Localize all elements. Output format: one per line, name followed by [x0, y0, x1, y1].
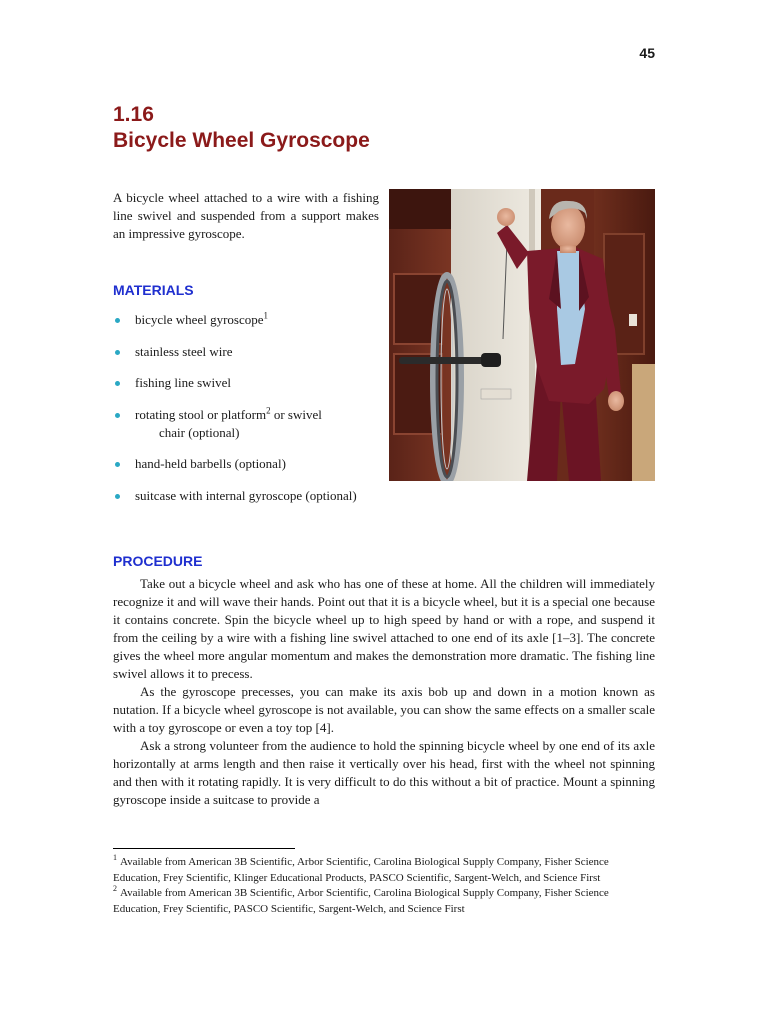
material-text-line [135, 406, 379, 424]
bullet-icon [115, 494, 120, 499]
footnote-divider [113, 848, 295, 849]
list-item [113, 455, 393, 473]
footnote-ref: 1 [263, 310, 269, 321]
material-text: fishing line swivel [135, 375, 232, 390]
material-text: stainless steel wire [135, 343, 233, 359]
footnote-text: Available from American 3B Scientific, Arbor Scientific, Carolina Biological Supply Company, Fisher Science Education, Frey Scientific, Klinger Educational Products, PASCO Scientific, Sargent-Welch, and Science First [113, 856, 609, 884]
list-item [113, 374, 393, 392]
material-text: or swivel [270, 406, 322, 422]
footnote [113, 886, 655, 917]
intro-paragraph: A bicycle wheel attached to a wire with a fishing line swivel and suspended from a support makes an impressive gyroscope. [113, 190, 379, 241]
page-number: 45 [639, 45, 655, 61]
footnotes [113, 855, 655, 917]
footnote-text: Available from American 3B Scientific, Arbor Scientific, Carolina Biological Supply Company, Fisher Science Education, Frey Scientific, PASCO Scientific, Sargent-Welch, and Science First [113, 887, 609, 915]
list-item [113, 343, 393, 361]
section-title: Bicycle Wheel Gyroscope [113, 129, 370, 152]
bullet-icon [115, 381, 120, 386]
footnote-ref: 2 [266, 405, 271, 416]
list-item [113, 487, 393, 505]
procedure-paragraph: As the gyroscope precesses, you can make its axis bob up and down in a motion known as nutation. If a bicycle wheel gyroscope is not available, you can show the same effects on a smaller scale with a toy gyroscope or even a toy top [4]. [113, 684, 655, 735]
demonstration-photo [389, 189, 655, 481]
list-item [113, 406, 393, 442]
material-text: hand-held barbells (optional) [135, 456, 286, 471]
bullet-icon [115, 318, 120, 323]
footnote-mark: 2 [113, 884, 117, 894]
section-number: 1.16 [113, 103, 154, 126]
procedure-paragraph: Ask a strong volunteer from the audience to hold the spinning bicycle wheel by one end of its axle horizontally at arms length and then raise it vertically over his head, first with the wheel not spinning and then with it rotating rapidly. It is very difficult to do this without a bit of practice. Mount a spinning gyroscope inside a suitcase to provide a [113, 738, 655, 807]
footnote [113, 855, 655, 886]
bullet-icon [115, 413, 120, 418]
bullet-icon [115, 462, 120, 467]
materials-list [113, 311, 393, 518]
procedure-paragraph: Take out a bicycle wheel and ask who has one of these at home. All the children will immediately recognize it and will wave their hands. Point out that it is a bicycle wheel, but it is a special one because it contains concrete. Spin the bicycle wheel up to high speed by hand or with a rope, and suspend it from the ceiling by a wire with a fishing line swivel attached to one end of its axle [1–3]. The concrete gives the wheel more angular momentum and makes the demonstration more dramatic. The fishing line swivel allows it to precess. [113, 576, 655, 681]
material-text: rotating stool or platform [135, 406, 267, 422]
procedure-heading: PROCEDURE [113, 553, 203, 569]
materials-heading: MATERIALS [113, 282, 194, 298]
material-text: bicycle wheel gyroscope [135, 312, 264, 327]
footnote-mark: 1 [113, 853, 117, 863]
material-text-continuation: chair (optional) [159, 424, 240, 440]
material-text: suitcase with internal gyroscope (optional) [135, 487, 357, 503]
procedure-body [113, 575, 655, 809]
list-item [113, 311, 393, 329]
bullet-icon [115, 350, 120, 355]
